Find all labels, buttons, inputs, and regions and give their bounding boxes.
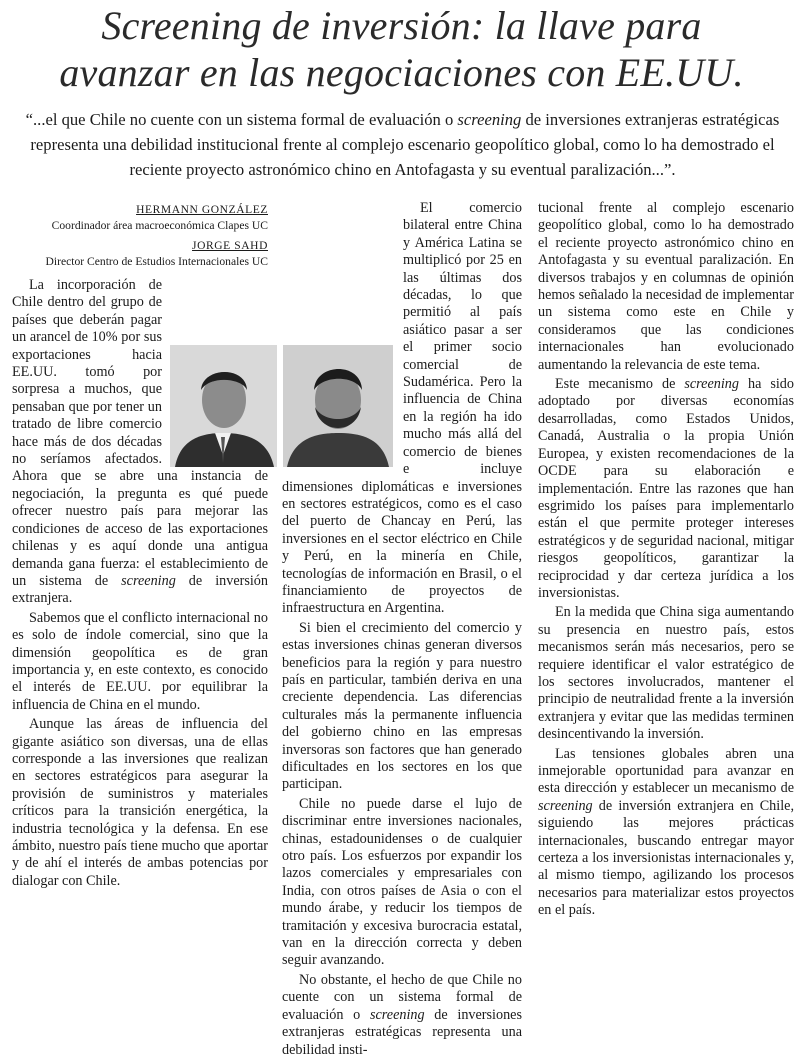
pull-quote-text-2: de inversiones extranjeras estratégicas representa una debilidad institucional frente al complejo escenario geopolítico global, como lo ha demostrado el reciente proyecto astronómico chino en Antofagasta y su eventual paralización...”. bbox=[30, 110, 780, 179]
column-1 bbox=[12, 200, 268, 892]
body-paragraph: tucional frente al complejo escenario geopolítico global, como lo ha demostrado el reciente proyecto astronómico chino en Antofagasta y su eventual paralización. En diversos trabajos y en columnas de opinión hemos señalado la necesidad de implementar un sistema como este en Chile y consideramos que las condiciones internacionales han evolucionado aumentando la relevancia de este tema. bbox=[538, 200, 794, 373]
paragraph-text: ha sido adoptado por diversas economías desarrolladas, como Estados Unidos, Canadá, Australia o la propia Unión Europea, y existen recomendaciones de la OCDE para su elaboración e implementación. Entre las razones que han esgrimido los países para implementarlo están el que permite proteger intereses estratégicos y de seguridad nacional, mitigar riesgos geopolíticos, garantizar la reciprocidad y dar certeza jurídica a los inversionistas. bbox=[538, 376, 794, 601]
body-paragraph bbox=[282, 972, 522, 1059]
paragraph-text: Este mecanismo de bbox=[555, 376, 685, 393]
author-role: Director Centro de Estudios Internacionales UC bbox=[45, 255, 268, 268]
author-name: HERMANN GONZÁLEZ bbox=[136, 204, 268, 216]
paragraph-text: El comercio bilateral entre China y América Latina se multiplicó por 25 en las últimas dos décadas, lo que permitió al país asiático pasar a ser el primer socio comercial de Sudamérica. Pero la influencia de China en la región ha ido mucho más allá del comercio de bienes e incluye dimensiones diplomáticas e inversiones en sectores estratégicos, como es el caso del puerto de Chancay en Perú, las inversiones en el sector eléctrico en Chile y Perú, en la minería en Chile, tecnologías de información en Brasil, o el financiamiento de proyectos de infraestructura en Argentina. bbox=[282, 200, 522, 617]
emphasis-text: screening bbox=[369, 1006, 425, 1023]
body-paragraph bbox=[282, 200, 522, 618]
portrait-photo-icon bbox=[170, 345, 277, 467]
body-paragraph bbox=[538, 746, 794, 920]
paragraph-text: No obstante, el hecho de que Chile no cuente con un sistema formal de evaluación o bbox=[282, 971, 522, 1023]
pull-quote bbox=[20, 107, 785, 182]
author-byline-1 bbox=[12, 203, 268, 269]
body-paragraph: En la medida que China siga aumentando su presencia en nuestro país, estos mecanismos serán más necesarios, pero se requiere identificar el valor estratégico de los sectores involucrados, mantener el principio de neutralidad frente a la inversión extranjera y evitar que las medidas terminen desincentivando la inversión. bbox=[538, 604, 794, 743]
paragraph-text: de inversión extranjera. bbox=[12, 572, 268, 607]
emphasis-text: screening bbox=[538, 797, 593, 814]
author-role: Coordinador área macroeconómica Clapes UC bbox=[51, 219, 268, 232]
photo-spacer bbox=[282, 342, 397, 467]
author-photo-1 bbox=[170, 345, 277, 467]
paragraph-text: de inversión extranjera en Chile, siguiendo las mejores prácticas internacionales, buscando entregar mayor certeza a los inversionistas internacionales y, al mismo tiempo, agilizando los procesos necesarios para materializar estos proyectos en el país. bbox=[538, 797, 794, 919]
emphasis-text: screening bbox=[121, 572, 176, 589]
author-name: JORGE SAHD bbox=[192, 240, 268, 252]
paragraph-text: La incorporación de Chile dentro del grupo de países que deberán pagar un arancel de 10% por sus exportaciones hacia EE.UU. tomó por sorpresa a muchos, que pensaban que por tener un tratado de libre comercio hace más de dos décadas no seríamos afectados. Ahora que se abre una instancia de negociación, la pregunta es qué puede ofrecer nuestro país para mejorar las condiciones de acceso de las exportaciones chilenas y es aquí donde una antigua demanda gana fuerza: el establecimiento de un sistema de bbox=[12, 277, 268, 589]
body-paragraph: Si bien el crecimiento del comercio y estas inversiones chinas generan diversos beneficios para la región y para nuestro país en particular, también deriva en una creciente dependencia. Las diferencias culturales más la permanente influencia del gobierno chino en las empresas inversoras son factores que han generado dificultades en los sectores en los que participan. bbox=[282, 619, 522, 793]
title-line-2: avanzar en las negociaciones con EE.UU. bbox=[59, 50, 744, 95]
body-paragraph bbox=[538, 376, 794, 602]
body-paragraph: Aunque las áreas de influencia del gigante asiático son diversas, una de ellas corresponde a las inversiones que realizan en sectores estratégicos para asegurar la provisión de suministros y materiales críticos para la transición energética, la industria tecnológica y la defensa. En ese ámbito, nuestro país tiene mucho que aportar y de ahí el interés de ambas potencias por dialogar con Chile. bbox=[12, 716, 268, 889]
pull-quote-text-1: “...el que Chile no cuente con un sistema formal de evaluación o bbox=[25, 110, 458, 129]
body-paragraph: Chile no puede darse el lujo de discriminar entre inversiones nacionales, chinas, estadounidenses o de cualquier otro país. Los esfuerzos por expandir los lazos comerciales y empresariales con India, con otros países de Asia o con el mundo árabe, y reducir los tiempos de tramitación y excesiva burocracia estatal, van en la dirección correcta y deben seguir avanzando. bbox=[282, 795, 522, 969]
title-line-1: Screening de inversión: la llave para bbox=[101, 3, 702, 48]
article-title bbox=[0, 2, 803, 96]
column-3 bbox=[538, 200, 794, 922]
body-paragraph: Sabemos que el conflicto internacional no es solo de índole comercial, sino que la dimensión geopolítica es de gran importancia y, en este contexto, es conocido el interés de EE.UU. por equilibrar la influencia de China en el mundo. bbox=[12, 609, 268, 713]
paragraph-text: de inversiones extranjeras estratégicas representa una debilidad insti- bbox=[282, 1006, 523, 1058]
pull-quote-emphasis: screening bbox=[457, 110, 522, 129]
emphasis-text: screening bbox=[684, 376, 739, 393]
paragraph-text: Las tensiones globales abren una inmejorable oportunidad para avanzar en esta dirección y establecer un mecanismo de bbox=[538, 745, 794, 797]
column-2 bbox=[282, 200, 522, 1061]
